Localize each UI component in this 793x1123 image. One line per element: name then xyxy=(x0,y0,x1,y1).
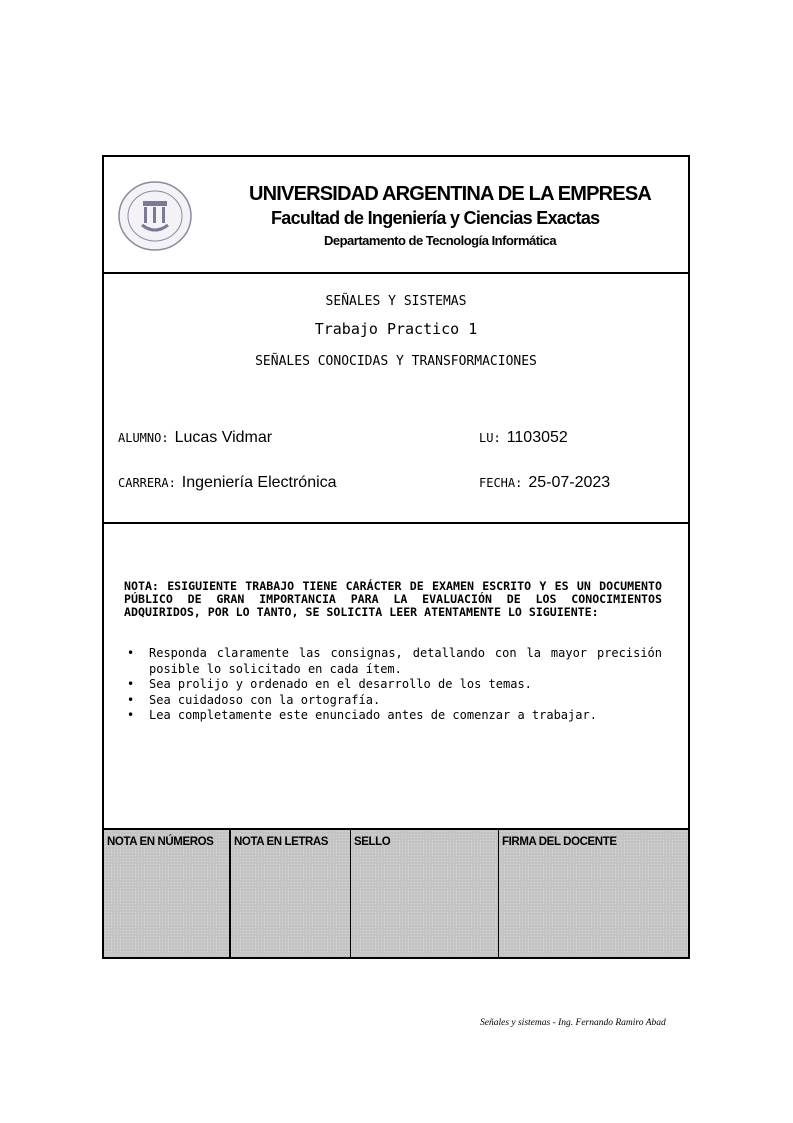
alumno-label: ALUMNO: xyxy=(118,431,169,445)
university-name: UNIVERSIDAD ARGENTINA DE LA EMPRESA xyxy=(249,183,652,205)
carrera-value: Ingeniería Electrónica xyxy=(181,474,337,491)
fecha-label: FECHA: xyxy=(479,476,523,490)
lu-label: LU: xyxy=(479,431,501,445)
university-seal-logo xyxy=(116,179,194,253)
assignment-title: Trabajo Practico 1 xyxy=(314,320,478,338)
fecha-value: 25-07-2023 xyxy=(528,474,611,491)
lu-value: 1103052 xyxy=(506,429,568,446)
exam-cover-frame xyxy=(102,155,690,959)
fecha-field xyxy=(479,474,610,492)
stamp-cell: SELLO xyxy=(351,830,499,957)
alumno-field xyxy=(118,429,272,447)
header-section xyxy=(104,157,688,274)
grading-table xyxy=(104,830,688,957)
carrera-field xyxy=(118,474,337,492)
carrera-label: CARRERA: xyxy=(118,476,176,490)
page-footer: Señales y sistemas - Ing. Fernando Ramiro Abad xyxy=(480,1018,666,1028)
note-text: NOTA: ESIGUIENTE TRABAJO TIENE CARÁCTER DE EXAMEN ESCRITO Y ES UN DOCUMENTO PÚBLICO DE GRAN IMPORTANCIA PARA LA EVALUACIÓN DE LOS CONOCIMIENTOS ADQUIRIDOS, POR LO TANTO, SE SOLICITA LEER ATENTAMENTE LO SIGUIENTE: xyxy=(124,579,662,619)
grade-number-cell: NOTA EN NÚMEROS xyxy=(104,830,231,957)
subject-title: SEÑALES Y SISTEMAS xyxy=(325,294,467,309)
lu-field xyxy=(479,429,568,447)
grade-letters-cell: NOTA EN LETRAS xyxy=(231,830,351,957)
instructions-list xyxy=(124,646,662,724)
list-item: • Sea prolijo y ordenado en el desarrollo de los temas. xyxy=(124,677,662,693)
alumno-value: Lucas Vidmar xyxy=(174,429,273,446)
note-section xyxy=(104,524,688,830)
faculty-name: Facultad de Ingeniería y Ciencias Exactas xyxy=(271,208,600,228)
list-item: • Lea completamente este enunciado antes de comenzar a trabajar. xyxy=(124,708,662,724)
teacher-signature-cell: FIRMA DEL DOCENTE xyxy=(502,836,617,848)
department-name: Departamento de Tecnología Informática xyxy=(324,233,557,248)
list-item: • Sea cuidadoso con la ortografía. xyxy=(124,693,662,709)
topic-title: SEÑALES CONOCIDAS Y TRANSFORMACIONES xyxy=(255,354,537,369)
list-item: • Responda claramente las consignas, detallando con la mayor precisión posible lo solicitado en cada ítem. xyxy=(124,646,662,677)
title-section xyxy=(104,274,688,524)
